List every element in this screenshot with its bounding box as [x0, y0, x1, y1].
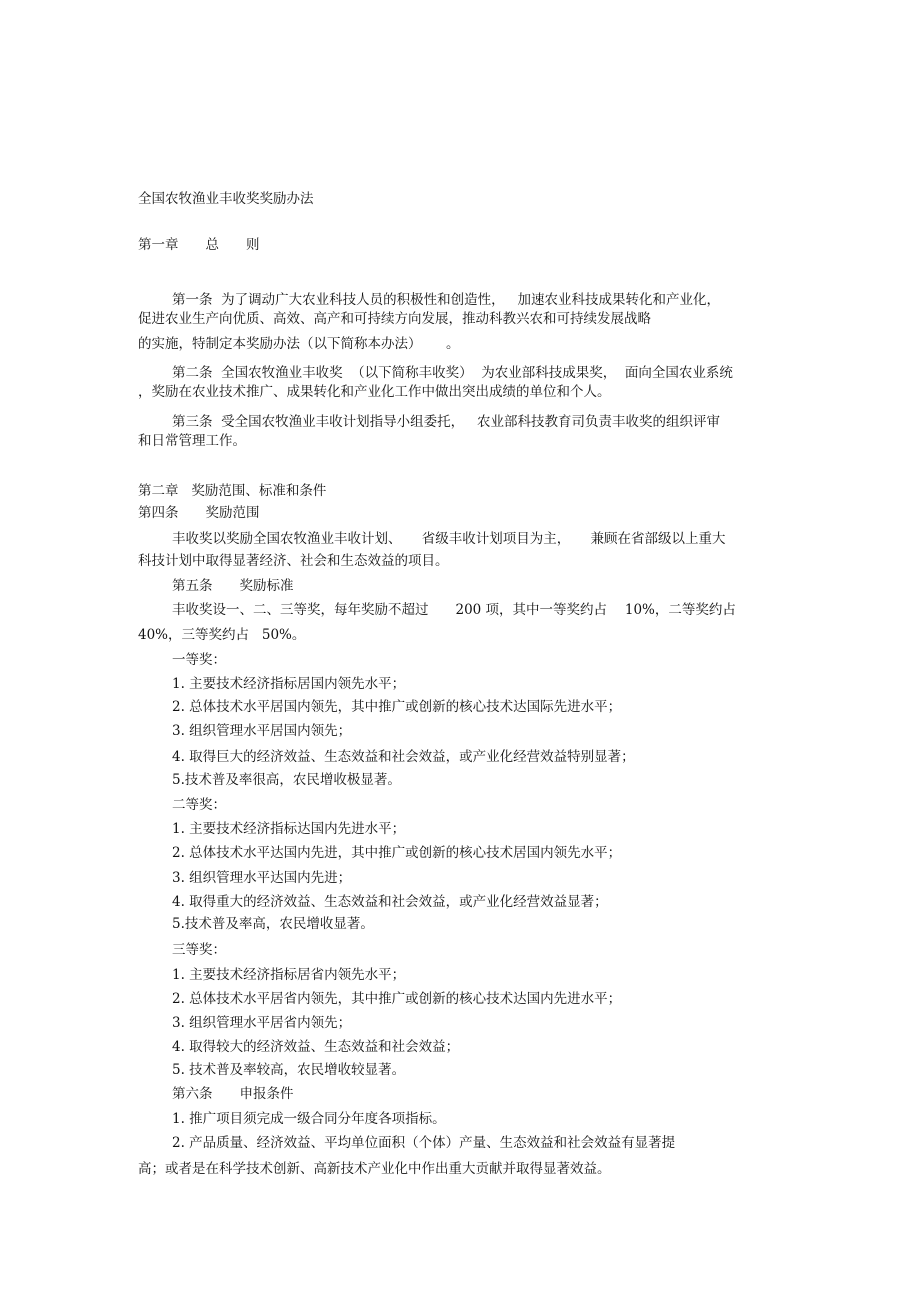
second-prize-item: 1. 主要技术经济指标达国内先进水平；: [172, 821, 406, 837]
second-prize-label: 二等奖：: [172, 797, 226, 813]
third-prize-item: 1. 主要技术经济指标居省内领先水平；: [172, 967, 406, 983]
article-6-item-2-line-2: 高；或者是在科学技术创新、高新技术产业化中作出重大贡献并取得显著效益。: [138, 1161, 611, 1177]
first-prize-label: 一等奖：: [172, 652, 226, 668]
document-title: 全国农牧渔业丰收奖奖励办法: [138, 191, 314, 207]
chapter-2-heading: 第二章 奖励范围、标准和条件: [138, 483, 327, 499]
first-prize-item: 5.技术普及率很高，农民增收极显著。: [172, 772, 401, 788]
first-prize-item: 1. 主要技术经济指标居国内领先水平；: [172, 676, 406, 692]
article-6-item-1: 1. 推广项目须完成一级合同分年度各项指标。: [172, 1111, 446, 1127]
article-3-line-1: 第三条 受全国农牧渔业丰收计划指导小组委托， 农业部科技教育司负责丰收奖的组织评审: [172, 414, 720, 430]
article-2-line-2: ，奖励在农业技术推广、成果转化和产业化工作中做出突出成绩的单位和个人。: [138, 384, 611, 400]
article-1-line-2: 促进农业生产向优质、高效、高产和可持续方向发展，推动科教兴农和可持续发展战略: [138, 311, 651, 327]
third-prize-item: 2. 总体技术水平居省内领先，其中推广或创新的核心技术达国内先进水平；: [172, 991, 622, 1007]
article-3-line-2: 和日常管理工作。: [138, 433, 246, 449]
first-prize-item: 3. 组织管理水平居国内领先；: [172, 723, 352, 739]
article-6-item-2-line-1: 2. 产品质量、经济效益、平均单位面积（个体）产量、生态效益和社会效益有显著提: [172, 1135, 676, 1151]
article-2-line-1: 第二条 全国农牧渔业丰收奖 （以下简称丰收奖） 为农业部科技成果奖， 面向全国农业系统: [172, 365, 733, 381]
second-prize-item: 3. 组织管理水平达国内先进；: [172, 870, 352, 886]
article-5-line-2: 40%，三等奖约占 50%。: [138, 627, 306, 643]
article-4-heading: 第四条 奖励范围: [138, 505, 260, 521]
first-prize-item: 2. 总体技术水平居国内领先，其中推广或创新的核心技术达国际先进水平；: [172, 699, 622, 715]
article-1-line-1: 第一条 为了调动广大农业科技人员的积极性和创造性， 加速农业科技成果转化和产业化，: [172, 292, 720, 308]
chapter-1-heading: 第一章 总 则: [138, 237, 260, 253]
second-prize-item: 2. 总体技术水平达国内先进，其中推广或创新的核心技术居国内领先水平；: [172, 845, 622, 861]
second-prize-item: 5.技术普及率高，农民增收显著。: [172, 916, 374, 932]
third-prize-item: 3. 组织管理水平居省内领先；: [172, 1015, 352, 1031]
second-prize-item: 4. 取得重大的经济效益、生态效益和社会效益，或产业化经营效益显著；: [172, 894, 608, 910]
article-5-line-1: 丰收奖设一、二、三等奖，每年奖励不超过 200 项，其中一等奖约占 10%，二等奖约占: [172, 602, 736, 618]
third-prize-label: 三等奖：: [172, 942, 226, 958]
first-prize-item: 4. 取得巨大的经济效益、生态效益和社会效益，或产业化经营效益特别显著；: [172, 749, 635, 765]
third-prize-item: 5. 技术普及率较高，农民增收较显著。: [172, 1062, 406, 1078]
article-4-line-1: 丰收奖以奖励全国农牧渔业丰收计划、 省级丰收计划项目为主， 兼顾在省部级以上重大: [172, 531, 726, 547]
article-4-line-2: 科技计划中取得显著经济、社会和生态效益的项目。: [138, 553, 449, 569]
article-6-heading: 第六条 申报条件: [172, 1086, 294, 1102]
third-prize-item: 4. 取得较大的经济效益、生态效益和社会效益；: [172, 1039, 460, 1055]
article-1-line-3: 的实施，特制定本奖励办法（以下简称本办法） 。: [138, 336, 460, 352]
article-5-heading: 第五条 奖励标准: [172, 578, 294, 594]
